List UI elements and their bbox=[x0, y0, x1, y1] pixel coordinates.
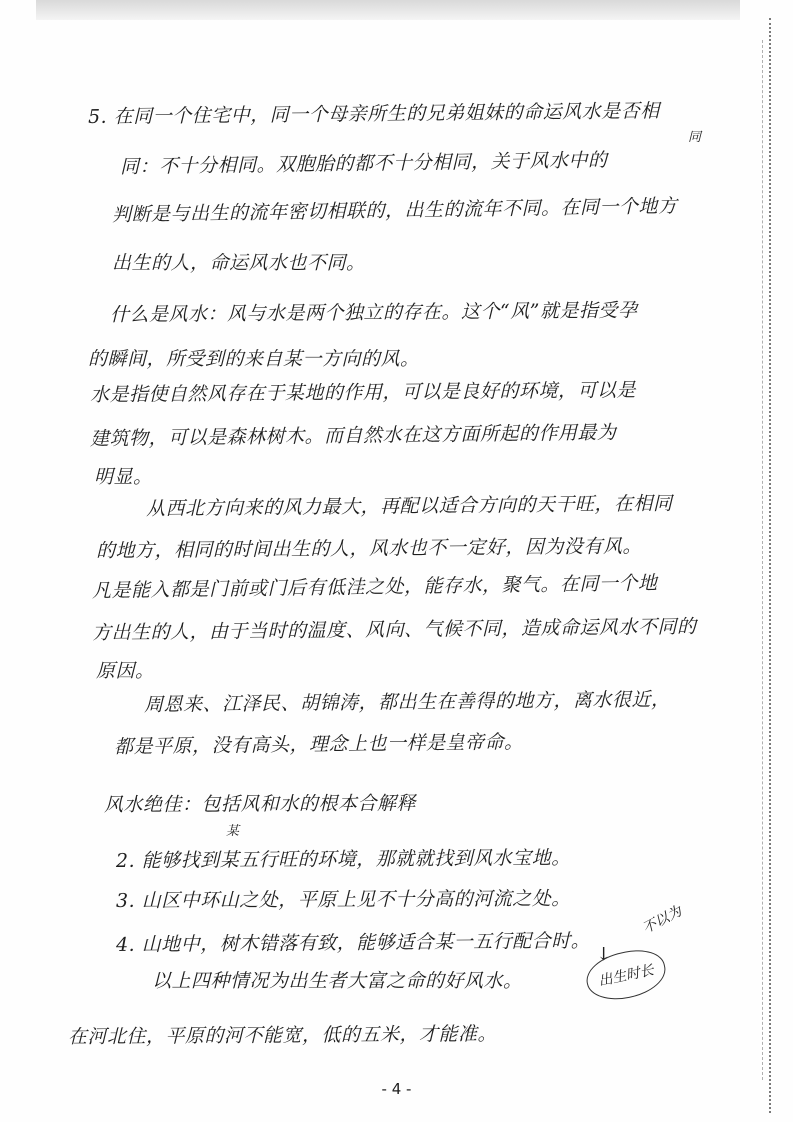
arrow-icon: ↓ bbox=[596, 944, 612, 965]
text-line: 凡是能入都是门前或门后有低洼之处，能存水，聚气。在同一个地 bbox=[91, 572, 658, 602]
text-line: 的地方，相同的时间出生的人，风水也不一定好，因为没有风。 bbox=[95, 535, 643, 562]
text-line: 原因。 bbox=[96, 660, 155, 682]
text-line: 周恩来、江泽民、胡锦涛，都出生在善得的地方，离水很近， bbox=[143, 688, 671, 716]
insert-mark: 某 bbox=[226, 824, 240, 839]
binding-edge-inner bbox=[762, 40, 763, 1080]
margin-note: 不以为 bbox=[640, 903, 685, 938]
text-line: 方出生的人，由于当时的温度、风向、气候不同，造成命运风水不同的 bbox=[91, 615, 697, 644]
text-line: 都是平原，没有高头，理念上也一样是皇帝命。 bbox=[113, 730, 524, 758]
circled-note-text: 出生时长 bbox=[597, 962, 656, 990]
list-item: 4. 山地中，树木错落有致，能够适合某一五行配合时。 bbox=[115, 929, 591, 956]
text-line: 以上四种情况为出生者大富之命的好风水。 bbox=[152, 970, 523, 992]
text-line: 风水绝佳：包括风和水的根本合解释 bbox=[103, 792, 417, 816]
corner-note: 同 bbox=[688, 130, 702, 145]
text-line: 出生的人，命运风水也不同。 bbox=[112, 252, 366, 274]
text-line: 明显。 bbox=[94, 466, 153, 488]
text-line: 在河北住，平原的河不能宽，低的五米，才能准。 bbox=[67, 1023, 498, 1048]
text-line: 从西北方向来的风力最大，再配以适合方向的天干旺，在相同 bbox=[145, 492, 673, 520]
text-line: 什么是风水：风与水是两个独立的存在。这个“风”就是指受孕 bbox=[109, 299, 638, 326]
scan-shadow bbox=[36, 0, 740, 20]
list-item: 3. 山区中环山之处，平原上见不十分高的河流之处。 bbox=[115, 887, 571, 912]
list-item: 2. 能够找到某五行旺的环境，那就就找到风水宝地。 bbox=[115, 846, 571, 872]
text-line: 建筑物，可以是森林树木。而自然水在这方面所起的作用最为 bbox=[89, 421, 617, 450]
text-line: 判断是与出生的流年密切相联的，出生的流年不同。在同一个地方 bbox=[111, 195, 678, 226]
binding-edge bbox=[769, 18, 771, 1113]
text-line: 水是指使自然风存在于某地的作用，可以是良好的环境，可以是 bbox=[89, 379, 637, 406]
text-line: 同：不十分相同。双胞胎的都不十分相同，关于风水中的 bbox=[119, 149, 608, 178]
text-line: 5. 在同一个住宅中，同一个母亲所生的兄弟姐妹的命运风水是否相 bbox=[87, 100, 660, 128]
page-number: - 4 - bbox=[381, 1080, 412, 1098]
text-line: 的瞬间，所受到的来自某一方向的风。 bbox=[88, 348, 420, 370]
